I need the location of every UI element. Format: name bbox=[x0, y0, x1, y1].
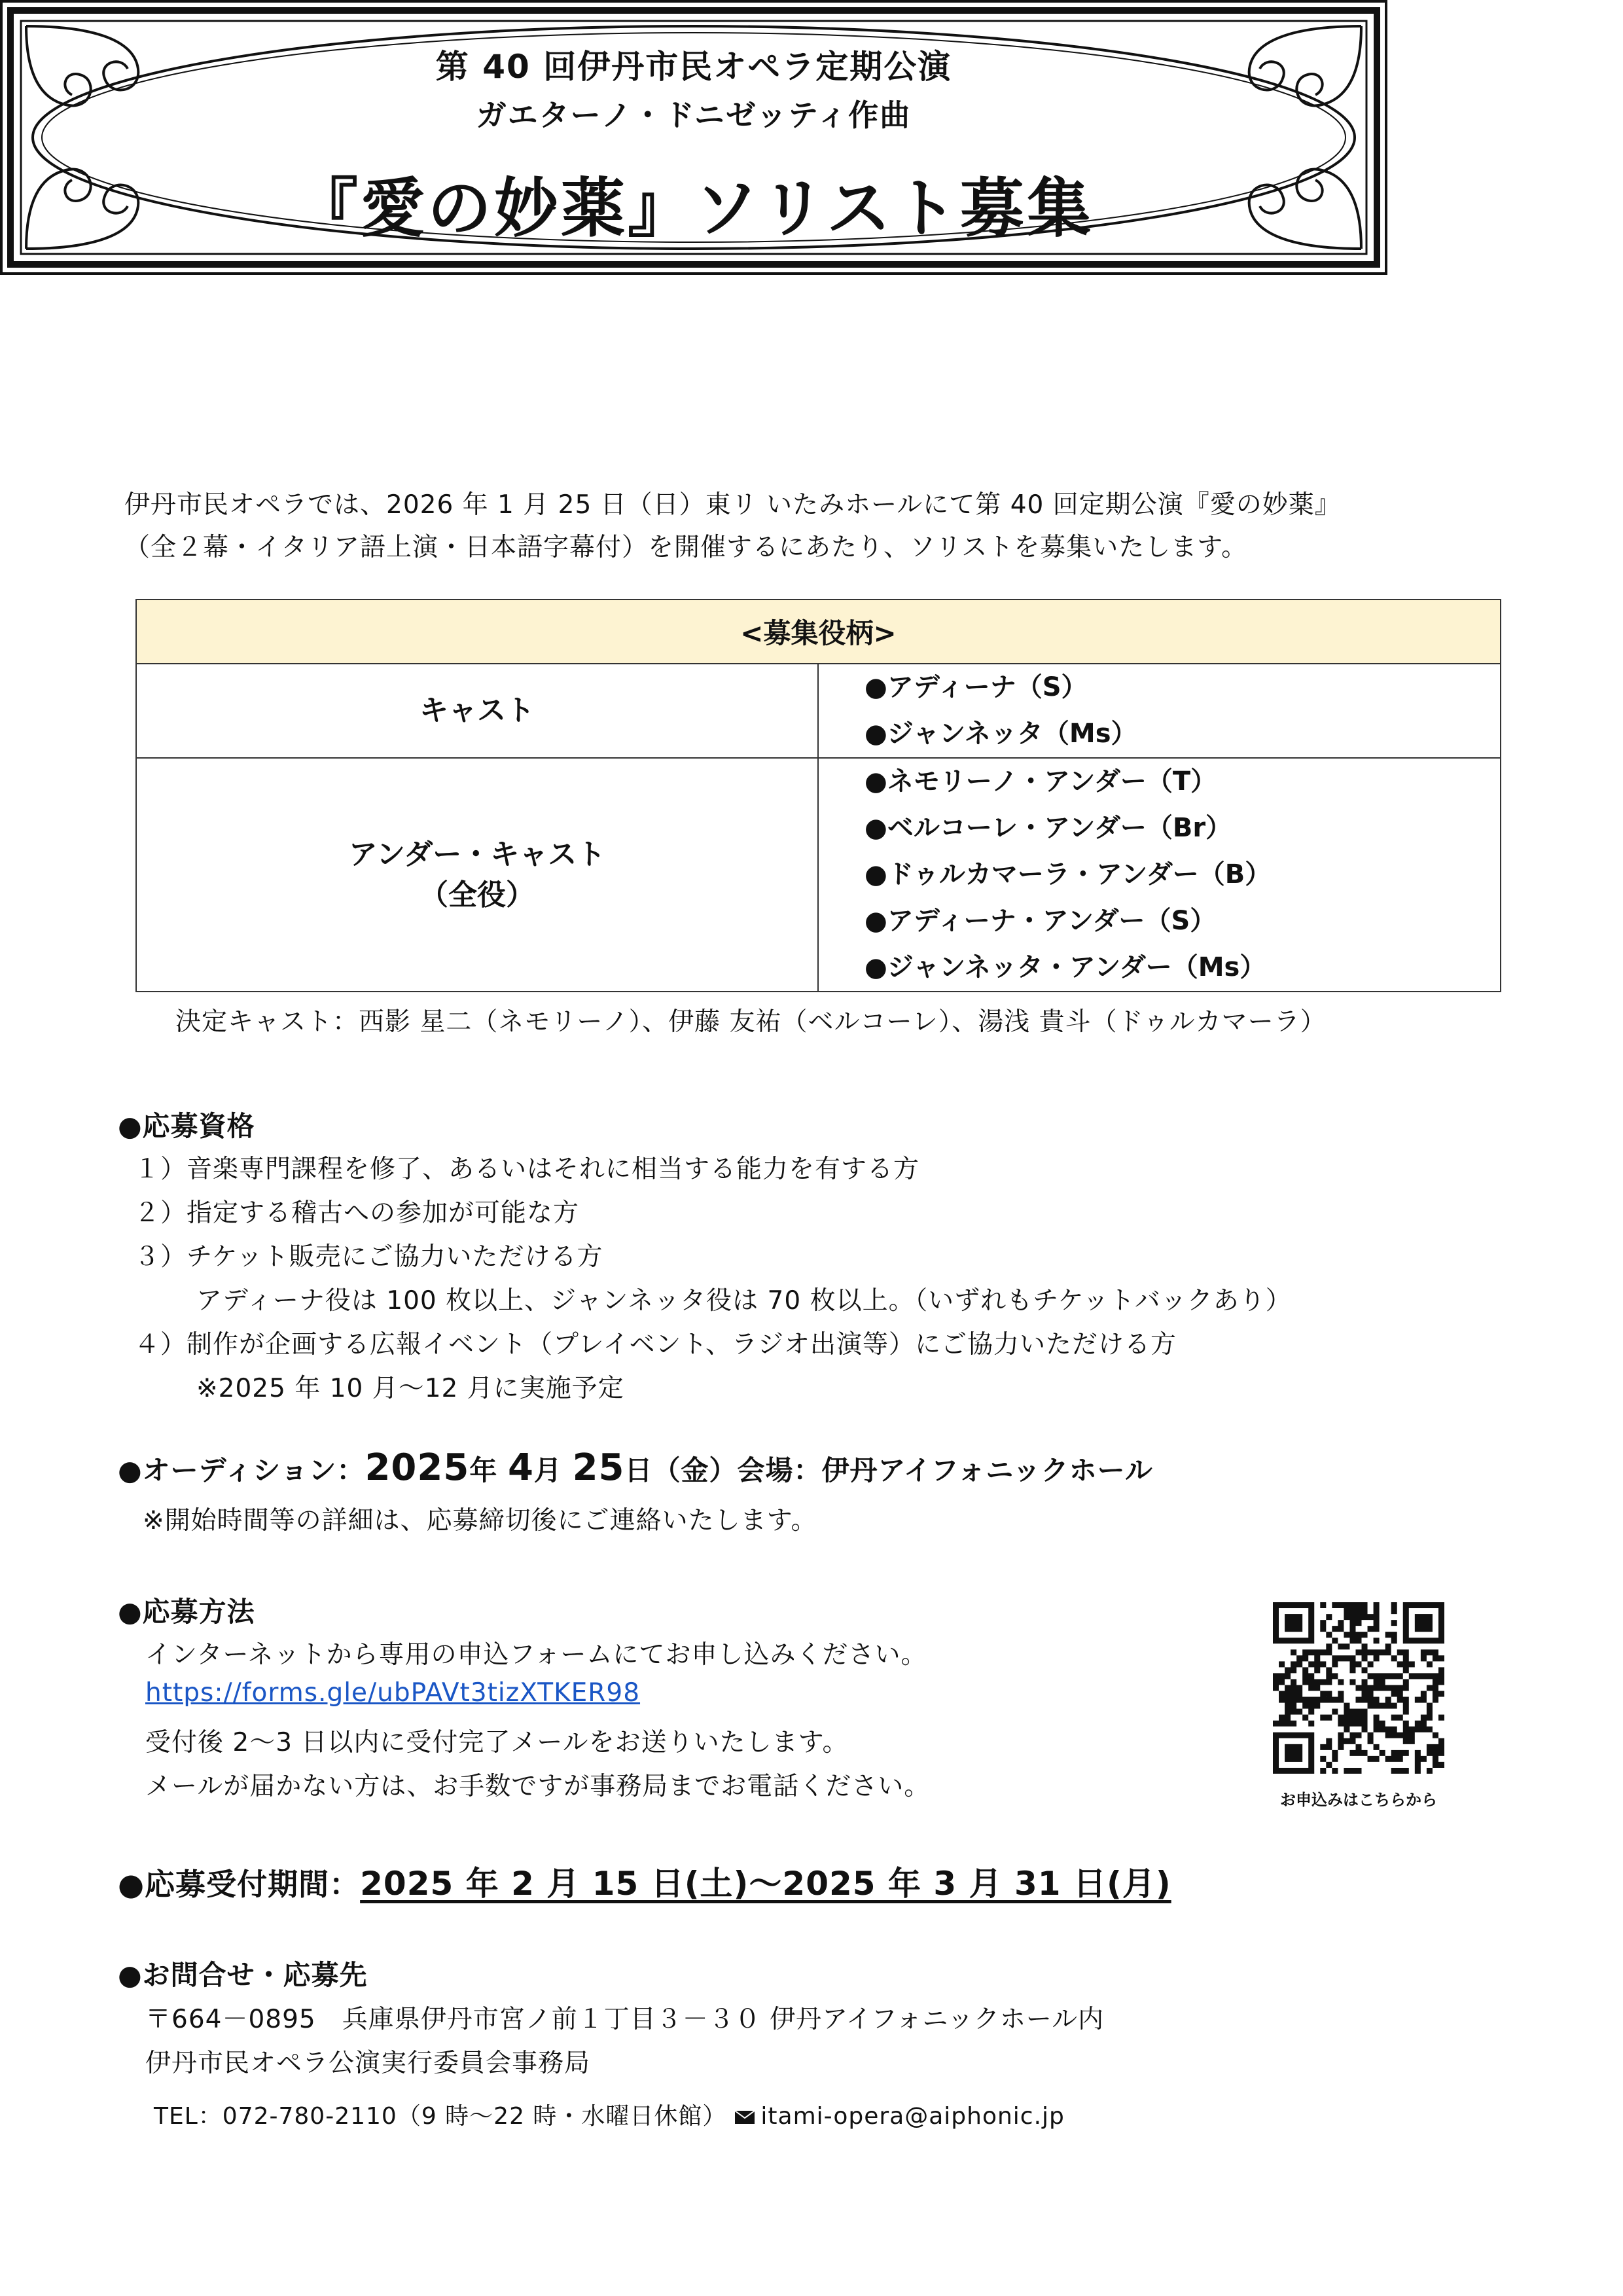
roles-table bbox=[135, 599, 1501, 992]
role-item: ●ジャンネッタ（Ms） bbox=[865, 719, 1137, 749]
role-item: ●ベルコーレ・アンダー（Br） bbox=[865, 813, 1232, 843]
contact-address: 〒664－0895 兵庫県伊丹市宮ノ前１丁目３－３０ 伊丹アイフォニックホール内 bbox=[145, 2005, 1105, 2034]
method-heading: ●応募方法 bbox=[118, 1596, 255, 1628]
role-item: ●ジャンネッタ・アンダー（Ms） bbox=[865, 952, 1266, 982]
qualification-item: ３）チケット販売にご協力いただける方 bbox=[134, 1242, 603, 1272]
table-row bbox=[136, 758, 1501, 992]
audition-month-unit: 月 bbox=[533, 1454, 562, 1486]
decided-cast: 決定キャスト：西影 星二（ネモリーノ）、伊藤 友祐（ベルコーレ）、湯浅 貴斗（ドゥルカマーラ） bbox=[175, 1007, 1327, 1037]
role-category-sublabel: （全役） bbox=[419, 878, 535, 912]
period-label: ●応募受付期間： bbox=[118, 1867, 361, 1902]
method-line-3: メールが届かない方は、お手数ですが事務局までお電話ください。 bbox=[145, 1772, 931, 1801]
contact-tel-line bbox=[154, 2098, 1065, 2131]
audition-month: 4 bbox=[507, 1446, 534, 1489]
role-category-cast bbox=[136, 664, 818, 758]
intro-line-2: （全２幕・イタリア語上演・日本語字幕付）を開催するにあたり、ソリストを募集いたします。 bbox=[124, 533, 1248, 562]
header-line-1: 第 40 回伊丹市民オペラ定期公演 bbox=[435, 48, 952, 86]
role-item: ●ネモリーノ・アンダー（T） bbox=[865, 766, 1217, 797]
audition-day-unit: 日（金）会場：伊丹アイフォニックホール bbox=[624, 1454, 1153, 1486]
role-category-under bbox=[136, 758, 818, 992]
contact-tel: TEL：072-780-2110（9 時～22 時・水曜日休館） bbox=[154, 2103, 727, 2130]
audition-note: ※開始時間等の詳細は、応募締切後にご連絡いたします。 bbox=[143, 1506, 817, 1535]
audition-label: ●オーディション： bbox=[118, 1454, 365, 1486]
role-category-label: キャスト bbox=[419, 694, 535, 727]
envelope-icon bbox=[734, 2110, 755, 2125]
role-item: ●ドゥルカマーラ・アンダー（B） bbox=[865, 859, 1272, 889]
contact-office: 伊丹市民オペラ公演実行委員会事務局 bbox=[145, 2049, 591, 2078]
qr-code-image bbox=[1273, 1602, 1444, 1774]
qualification-item: ２）指定する稽古への参加が可能な方 bbox=[134, 1198, 580, 1228]
role-item: ●アディーナ（S） bbox=[865, 672, 1088, 702]
period-line bbox=[118, 1857, 1171, 1905]
application-form-link[interactable]: https://forms.gle/ubPAVt3tizXTKER98 bbox=[145, 1678, 641, 1708]
intro-line-1: 伊丹市民オペラでは、2026 年 1 月 25 日（日）東リ いたみホールにて第 40 回定期公演『愛の妙薬』 bbox=[124, 490, 1341, 520]
qualification-heading: ●応募資格 bbox=[118, 1110, 255, 1142]
role-category-label: アンダー・キャスト bbox=[348, 837, 606, 871]
qualification-item: １）音楽専門課程を修了、あるいはそれに相当する能力を有する方 bbox=[134, 1155, 920, 1184]
qualification-subitem: ※2025 年 10 月～12 月に実施予定 bbox=[196, 1374, 624, 1403]
audition-year: 2025 bbox=[365, 1446, 470, 1489]
role-list-cast bbox=[818, 664, 1501, 758]
header-line-2: ガエターノ・ドニゼッティ作曲 bbox=[476, 98, 912, 133]
contact-heading: ●お問合せ・応募先 bbox=[118, 1959, 368, 1991]
audition-day: 25 bbox=[572, 1446, 625, 1489]
qualification-subitem: アディーナ役は 100 枚以上、ジャンネッタ役は 70 枚以上。（いずれもチケットバックあり） bbox=[196, 1286, 1292, 1316]
qualification-item: ４）制作が企画する広報イベント（プレイベント、ラジオ出演等）にご協力いただける方 bbox=[134, 1330, 1177, 1359]
method-line-2: 受付後 2～3 日以内に受付完了メールをお送りいたします。 bbox=[145, 1728, 849, 1757]
audition-year-unit: 年 bbox=[469, 1454, 498, 1486]
role-list-under bbox=[818, 758, 1501, 992]
method-line-1: インターネットから専用の申込フォームにてお申し込みください。 bbox=[145, 1640, 927, 1670]
page-title: 『愛の妙薬』ソリスト募集 bbox=[293, 171, 1094, 246]
role-item: ●アディーナ・アンダー（S） bbox=[865, 906, 1217, 936]
roles-table-header: <募集役柄> bbox=[136, 600, 1501, 664]
qr-code-icon[interactable] bbox=[1273, 1602, 1444, 1774]
qr-caption: お申込みはこちらから bbox=[1280, 1791, 1437, 1809]
header-frame bbox=[0, 0, 1387, 275]
audition-line bbox=[118, 1446, 1153, 1489]
contact-email[interactable]: itami-opera@aiphonic.jp bbox=[760, 2103, 1065, 2130]
period-value: 2025 年 2 月 15 日(土)～2025 年 3 月 31 日(月) bbox=[360, 1865, 1171, 1903]
table-row bbox=[136, 664, 1501, 758]
